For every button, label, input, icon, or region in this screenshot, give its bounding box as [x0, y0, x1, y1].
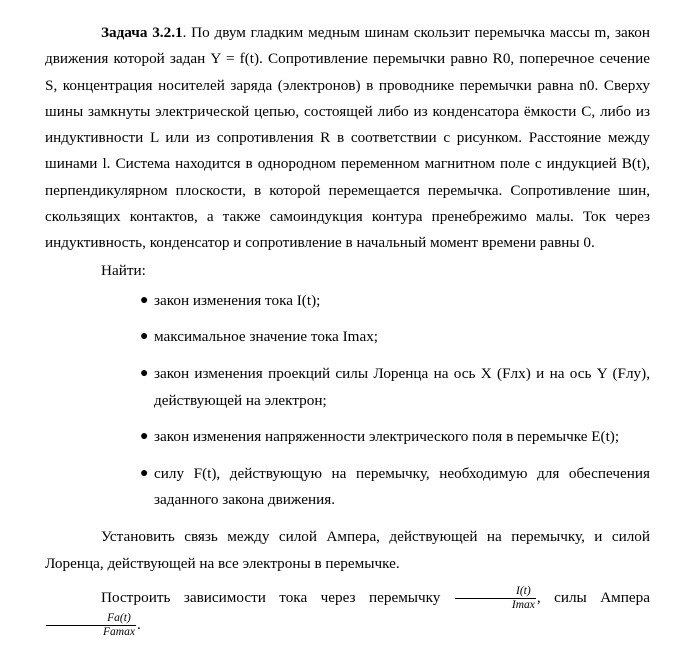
problem-title-suffix: .: [182, 24, 187, 41]
ampere-ratio-fraction: [46, 612, 136, 639]
list-item-text: закон изменения тока I(t);: [154, 291, 321, 309]
plot-suffix: .: [136, 615, 141, 633]
list-item: [45, 288, 650, 314]
fraction-denominator: Famax: [103, 625, 135, 638]
problem-statement: [45, 20, 650, 257]
problem-title: Задача 3.2.1: [101, 24, 183, 41]
plot-middle: , силы Ампера: [536, 588, 650, 606]
list-item: [45, 461, 650, 514]
list-item: [45, 361, 650, 414]
list-item-text: силу F(t), действующую на перемычку, необходимую для обеспечения заданного закона движения.: [154, 465, 650, 509]
document-page: [45, 20, 650, 639]
list-item-text: закон изменения напряженности электрического поля в перемычке E(t);: [154, 428, 620, 446]
plot-prefix: Построить зависимости тока через перемычку: [101, 588, 441, 606]
bullet-icon: ●: [140, 466, 149, 482]
find-list: [45, 288, 650, 514]
current-ratio-fraction: [455, 585, 536, 612]
fraction-denominator: Imax: [511, 598, 535, 611]
plot-paragraph: [45, 585, 650, 639]
bullet-icon: ●: [140, 366, 149, 382]
problem-intro-text: По двум гладким медным шинам скользит перемычка массы m, закон движения которой задан Y = f(t). Сопротивление перемычки равно R0, поперечное сечение S, концентрация носителей заряда (электронов) в проводнике перемычки равна n0. Сверху шины замкнуты электрической цепью, состоящей либо из конденсатора ёмкости C, либо из индуктивности L или из сопротивления R в соответствии с рисунком. Расстояние между шинами l. Система находится в однородном переменном магнитном поле с индукцией B(t), перпендикулярном плоскости, в которой перемещается перемычка. Сопротивление шин, скользящих контактов, а также самоиндукция контура пренебрежимо малы. Ток через индуктивность, конденсатор и сопротивление в начальный момент времени равны 0.: [45, 24, 651, 252]
bullet-icon: ●: [140, 429, 149, 445]
fraction-numerator: I(t): [455, 585, 536, 599]
list-item: [45, 324, 650, 350]
find-label: Найти:: [101, 261, 146, 279]
relation-paragraph: Установить связь между силой Ампера, действующей на перемычку, и силой Лоренца, действующей на все электроны в перемычке.: [45, 528, 650, 572]
bullet-icon: ●: [140, 329, 149, 345]
list-item: [45, 424, 650, 450]
list-item-text: максимальное значение тока Imax;: [154, 328, 379, 346]
bullet-icon: ●: [140, 292, 149, 308]
fraction-numerator: Fa(t): [46, 612, 136, 626]
list-item-text: закон изменения проекций силы Лоренца на ось X (Fлx) и на ось Y (Fлy), действующей на электрон;: [154, 365, 650, 409]
